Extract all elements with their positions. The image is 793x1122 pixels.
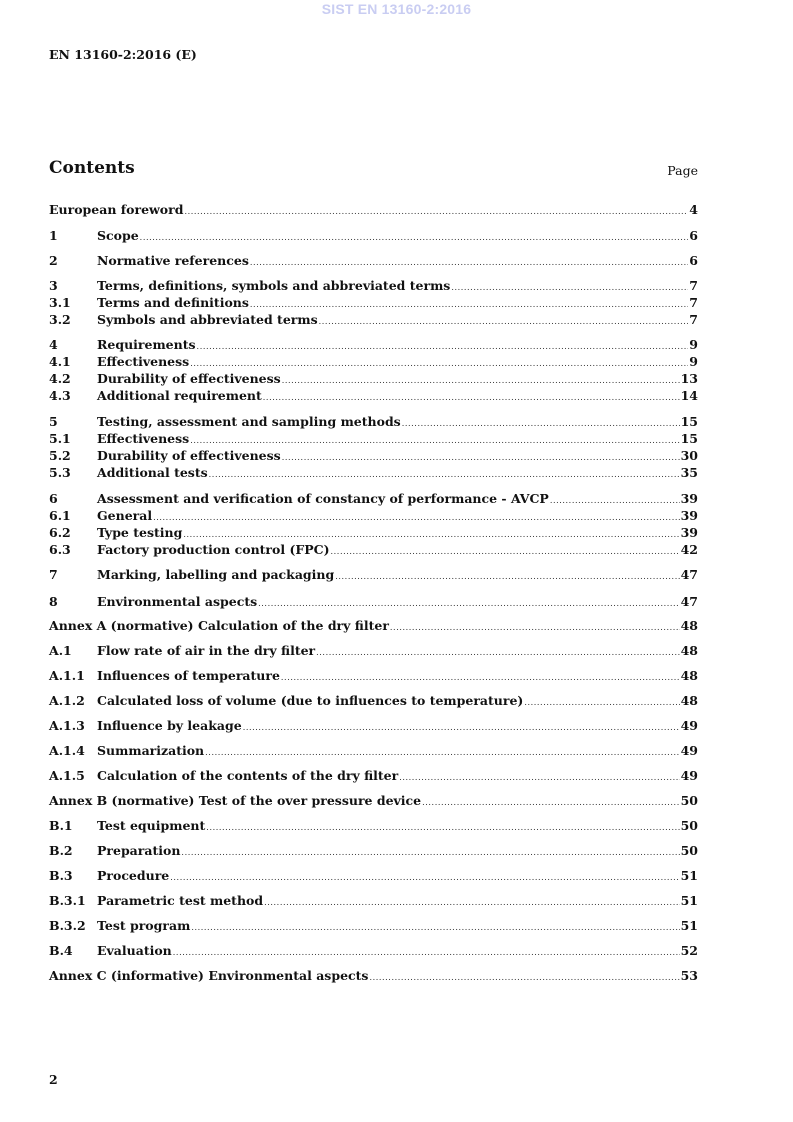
toc-entry[interactable] [49, 893, 698, 909]
toc-dot-leader [209, 467, 680, 483]
toc-entry-page: 9 [689, 354, 698, 369]
toc-entry-page: 39 [680, 508, 698, 523]
toc-entry-number: B.1 [49, 818, 73, 833]
toc-entry-number: A.1.4 [49, 743, 85, 758]
toc-entry-title: Influence by leakage [97, 718, 242, 733]
toc-entry[interactable] [49, 431, 698, 447]
toc-entry-page: 49 [680, 718, 698, 733]
toc-entry-page: 6 [689, 253, 698, 268]
toc-entry-number: 6 [49, 491, 58, 506]
toc-dot-leader [316, 645, 679, 661]
toc-entry[interactable] [49, 768, 698, 784]
toc-entry-page: 6 [689, 228, 698, 243]
toc-dot-leader [205, 745, 679, 761]
toc-entry-page: 35 [680, 465, 698, 480]
toc-entry[interactable] [49, 295, 698, 311]
toc-entry-title: Symbols and abbreviated terms [97, 312, 318, 327]
toc-entry-title: Summarization [97, 743, 205, 758]
toc-entry-page: 51 [680, 868, 698, 883]
toc-dot-leader [258, 596, 679, 612]
toc-entry[interactable] [49, 371, 698, 387]
toc-entry-title: Terms, definitions, symbols and abbreviated terms [97, 278, 451, 293]
toc-entry-title: General [97, 508, 153, 523]
toc-entry-page: 4 [689, 202, 698, 217]
toc-entry-number: 6.1 [49, 508, 71, 523]
toc-entry-number: A.1.2 [49, 693, 85, 708]
toc-entry-title: Additional requirement [97, 388, 262, 403]
toc-entry-page: 15 [680, 431, 698, 446]
toc-entry-title: Procedure [97, 868, 170, 883]
contents-title: Contents [49, 158, 135, 178]
toc-entry-page: 48 [680, 668, 698, 683]
toc-entry-title: Annex A (normative) Calculation of the dry filter [49, 618, 389, 633]
toc-entry-title: Factory production control (FPC) [97, 542, 330, 557]
toc-entry-page: 51 [680, 918, 698, 933]
toc-dot-leader [399, 770, 679, 786]
toc-entry[interactable] [49, 414, 698, 430]
toc-entry-page: 30 [680, 448, 698, 463]
toc-entry-number: 4 [49, 337, 58, 352]
toc-entry-page: 53 [680, 968, 698, 983]
toc-dot-leader [250, 255, 688, 271]
toc-dot-leader [173, 945, 680, 961]
toc-entry-number: 5.2 [49, 448, 71, 463]
toc-entry[interactable] [49, 567, 698, 583]
toc-entry-number: 1 [49, 228, 58, 243]
toc-entry[interactable] [49, 542, 698, 558]
toc-dot-leader [197, 339, 689, 355]
toc-entry-page: 52 [680, 943, 698, 958]
toc-entry-page: 13 [680, 371, 698, 386]
toc-entry[interactable] [49, 465, 698, 481]
toc-dot-leader [184, 204, 688, 220]
toc-entry-page: 50 [680, 818, 698, 833]
toc-entry-title: Requirements [97, 337, 196, 352]
toc-entry-title: Scope [97, 228, 139, 243]
toc-entry-number: 4.3 [49, 388, 71, 403]
toc-dot-leader [282, 450, 680, 466]
toc-entry-number: 7 [49, 567, 58, 582]
toc-entry-page: 49 [680, 768, 698, 783]
toc-entry-number: 2 [49, 253, 58, 268]
toc-dot-leader [402, 416, 680, 432]
toc-entry[interactable] [49, 668, 698, 684]
toc-entry[interactable] [49, 491, 698, 507]
toc-entry-title: Effectiveness [97, 354, 190, 369]
toc-entry-page: 7 [689, 312, 698, 327]
toc-entry[interactable] [49, 278, 698, 294]
toc-entry-page: 7 [689, 295, 698, 310]
toc-entry-title: Normative references [97, 253, 249, 268]
footer-page-number: 2 [49, 1072, 58, 1087]
toc-entry-title: Evaluation [97, 943, 172, 958]
toc-entry[interactable] [49, 202, 698, 218]
toc-entry-page: 51 [680, 893, 698, 908]
toc-entry[interactable] [49, 943, 698, 959]
toc-dot-leader [451, 280, 688, 296]
toc-entry[interactable] [49, 743, 698, 759]
toc-entry-number: B.3.2 [49, 918, 86, 933]
toc-entry-page: 50 [680, 843, 698, 858]
toc-entry-number: A.1.5 [49, 768, 85, 783]
toc-dot-leader [422, 795, 679, 811]
toc-entry-number: A.1.1 [49, 668, 85, 683]
toc-entry-page: 15 [680, 414, 698, 429]
toc-entry[interactable] [49, 918, 698, 934]
toc-dot-leader [524, 695, 679, 711]
toc-dot-leader [250, 297, 688, 313]
toc-entry-number: 4.1 [49, 354, 71, 369]
toc-dot-leader [243, 720, 680, 736]
toc-dot-leader [206, 820, 679, 836]
toc-entry-number: 5.1 [49, 431, 71, 446]
toc-entry-number: 5.3 [49, 465, 71, 480]
toc-entry[interactable] [49, 643, 698, 659]
toc-entry-number: B.4 [49, 943, 73, 958]
toc-entry-title: European foreword [49, 202, 184, 217]
toc-entry-title: Terms and definitions [97, 295, 249, 310]
toc-entry-title: Testing, assessment and sampling methods [97, 414, 401, 429]
document-id: EN 13160-2:2016 (E) [49, 47, 197, 62]
toc-entry-title: Type testing [97, 525, 183, 540]
toc-entry[interactable] [49, 693, 698, 709]
toc-entry[interactable] [49, 843, 698, 859]
toc-entry-title: Marking, labelling and packaging [97, 567, 335, 582]
toc-entry-title: Calculated loss of volume (due to influences to temperature) [97, 693, 524, 708]
toc-entry-title: Effectiveness [97, 431, 190, 446]
toc-entry[interactable] [49, 594, 698, 610]
toc-entry[interactable] [49, 718, 698, 734]
toc-entry[interactable] [49, 508, 698, 524]
toc-dot-leader [282, 373, 680, 389]
toc-dot-leader [181, 845, 679, 861]
toc-entry[interactable] [49, 354, 698, 370]
toc-dot-leader [390, 620, 680, 636]
toc-dot-leader [281, 670, 680, 686]
toc-entry-number: 6.2 [49, 525, 71, 540]
toc-entry[interactable] [49, 337, 698, 353]
toc-entry-title: Assessment and verification of constancy of performance - AVCP [97, 491, 549, 506]
toc-entry-number: B.3 [49, 868, 73, 883]
toc-dot-leader [369, 970, 679, 986]
toc-entry[interactable] [49, 312, 698, 328]
toc-entry-title: Test equipment [97, 818, 206, 833]
toc-entry[interactable] [49, 793, 698, 809]
toc-entry-title: Calculation of the contents of the dry filter [97, 768, 399, 783]
toc-entry-page: 50 [680, 793, 698, 808]
toc-entry-number: 5 [49, 414, 58, 429]
toc-entry[interactable] [49, 868, 698, 884]
toc-dot-leader [153, 510, 679, 526]
toc-entry-number: 8 [49, 594, 58, 609]
toc-dot-leader [263, 390, 680, 406]
toc-entry-title: Environmental aspects [97, 594, 258, 609]
toc-entry[interactable] [49, 448, 698, 464]
toc-entry-title: Preparation [97, 843, 181, 858]
toc-entry-page: 48 [680, 643, 698, 658]
toc-entry-number: B.3.1 [49, 893, 86, 908]
toc-entry-page: 14 [680, 388, 698, 403]
toc-entry[interactable] [49, 228, 698, 244]
toc-entry-page: 47 [680, 567, 698, 582]
toc-dot-leader [319, 314, 689, 330]
toc-entry[interactable] [49, 525, 698, 541]
toc-entry-title: Durability of effectiveness [97, 371, 281, 386]
toc-entry-number: 4.2 [49, 371, 71, 386]
toc-entry-page: 48 [680, 693, 698, 708]
table-of-contents [49, 0, 698, 1000]
toc-entry-number: 6.3 [49, 542, 71, 557]
toc-entry[interactable] [49, 618, 698, 634]
toc-entry-title: Additional tests [97, 465, 208, 480]
toc-dot-leader [331, 544, 680, 560]
toc-entry-title: Annex C (informative) Environmental aspects [49, 968, 369, 983]
toc-dot-leader [190, 433, 679, 449]
toc-entry[interactable] [49, 818, 698, 834]
toc-dot-leader [550, 493, 680, 509]
toc-entry-number: B.2 [49, 843, 73, 858]
toc-entry-number: 3.1 [49, 295, 71, 310]
toc-entry-title: Flow rate of air in the dry filter [97, 643, 316, 658]
toc-entry-page: 49 [680, 743, 698, 758]
toc-dot-leader [264, 895, 679, 911]
toc-dot-leader [170, 870, 679, 886]
toc-entry-page: 39 [680, 491, 698, 506]
watermark: SIST EN 13160-2:2016 [321, 1, 472, 17]
toc-entry-number: A.1 [49, 643, 72, 658]
toc-entry-page: 9 [689, 337, 698, 352]
toc-entry-title: Influences of temperature [97, 668, 280, 683]
toc-entry[interactable] [49, 253, 698, 269]
toc-entry-page: 47 [680, 594, 698, 609]
toc-entry[interactable] [49, 388, 698, 404]
toc-entry[interactable] [49, 968, 698, 984]
toc-entry-number: A.1.3 [49, 718, 85, 733]
page-column-label: Page [667, 163, 698, 178]
toc-entry-number: 3.2 [49, 312, 71, 327]
toc-entry-page: 42 [680, 542, 698, 557]
toc-dot-leader [191, 920, 679, 936]
toc-entry-page: 7 [689, 278, 698, 293]
toc-entry-title: Test program [97, 918, 191, 933]
toc-entry-title: Parametric test method [97, 893, 264, 908]
toc-entry-page: 48 [680, 618, 698, 633]
toc-dot-leader [183, 527, 679, 543]
toc-dot-leader [335, 569, 679, 585]
toc-entry-page: 39 [680, 525, 698, 540]
toc-dot-leader [140, 230, 689, 246]
toc-entry-title: Durability of effectiveness [97, 448, 281, 463]
toc-entry-title: Annex B (normative) Test of the over pressure device [49, 793, 422, 808]
toc-entry-number: 3 [49, 278, 58, 293]
toc-dot-leader [190, 356, 688, 372]
